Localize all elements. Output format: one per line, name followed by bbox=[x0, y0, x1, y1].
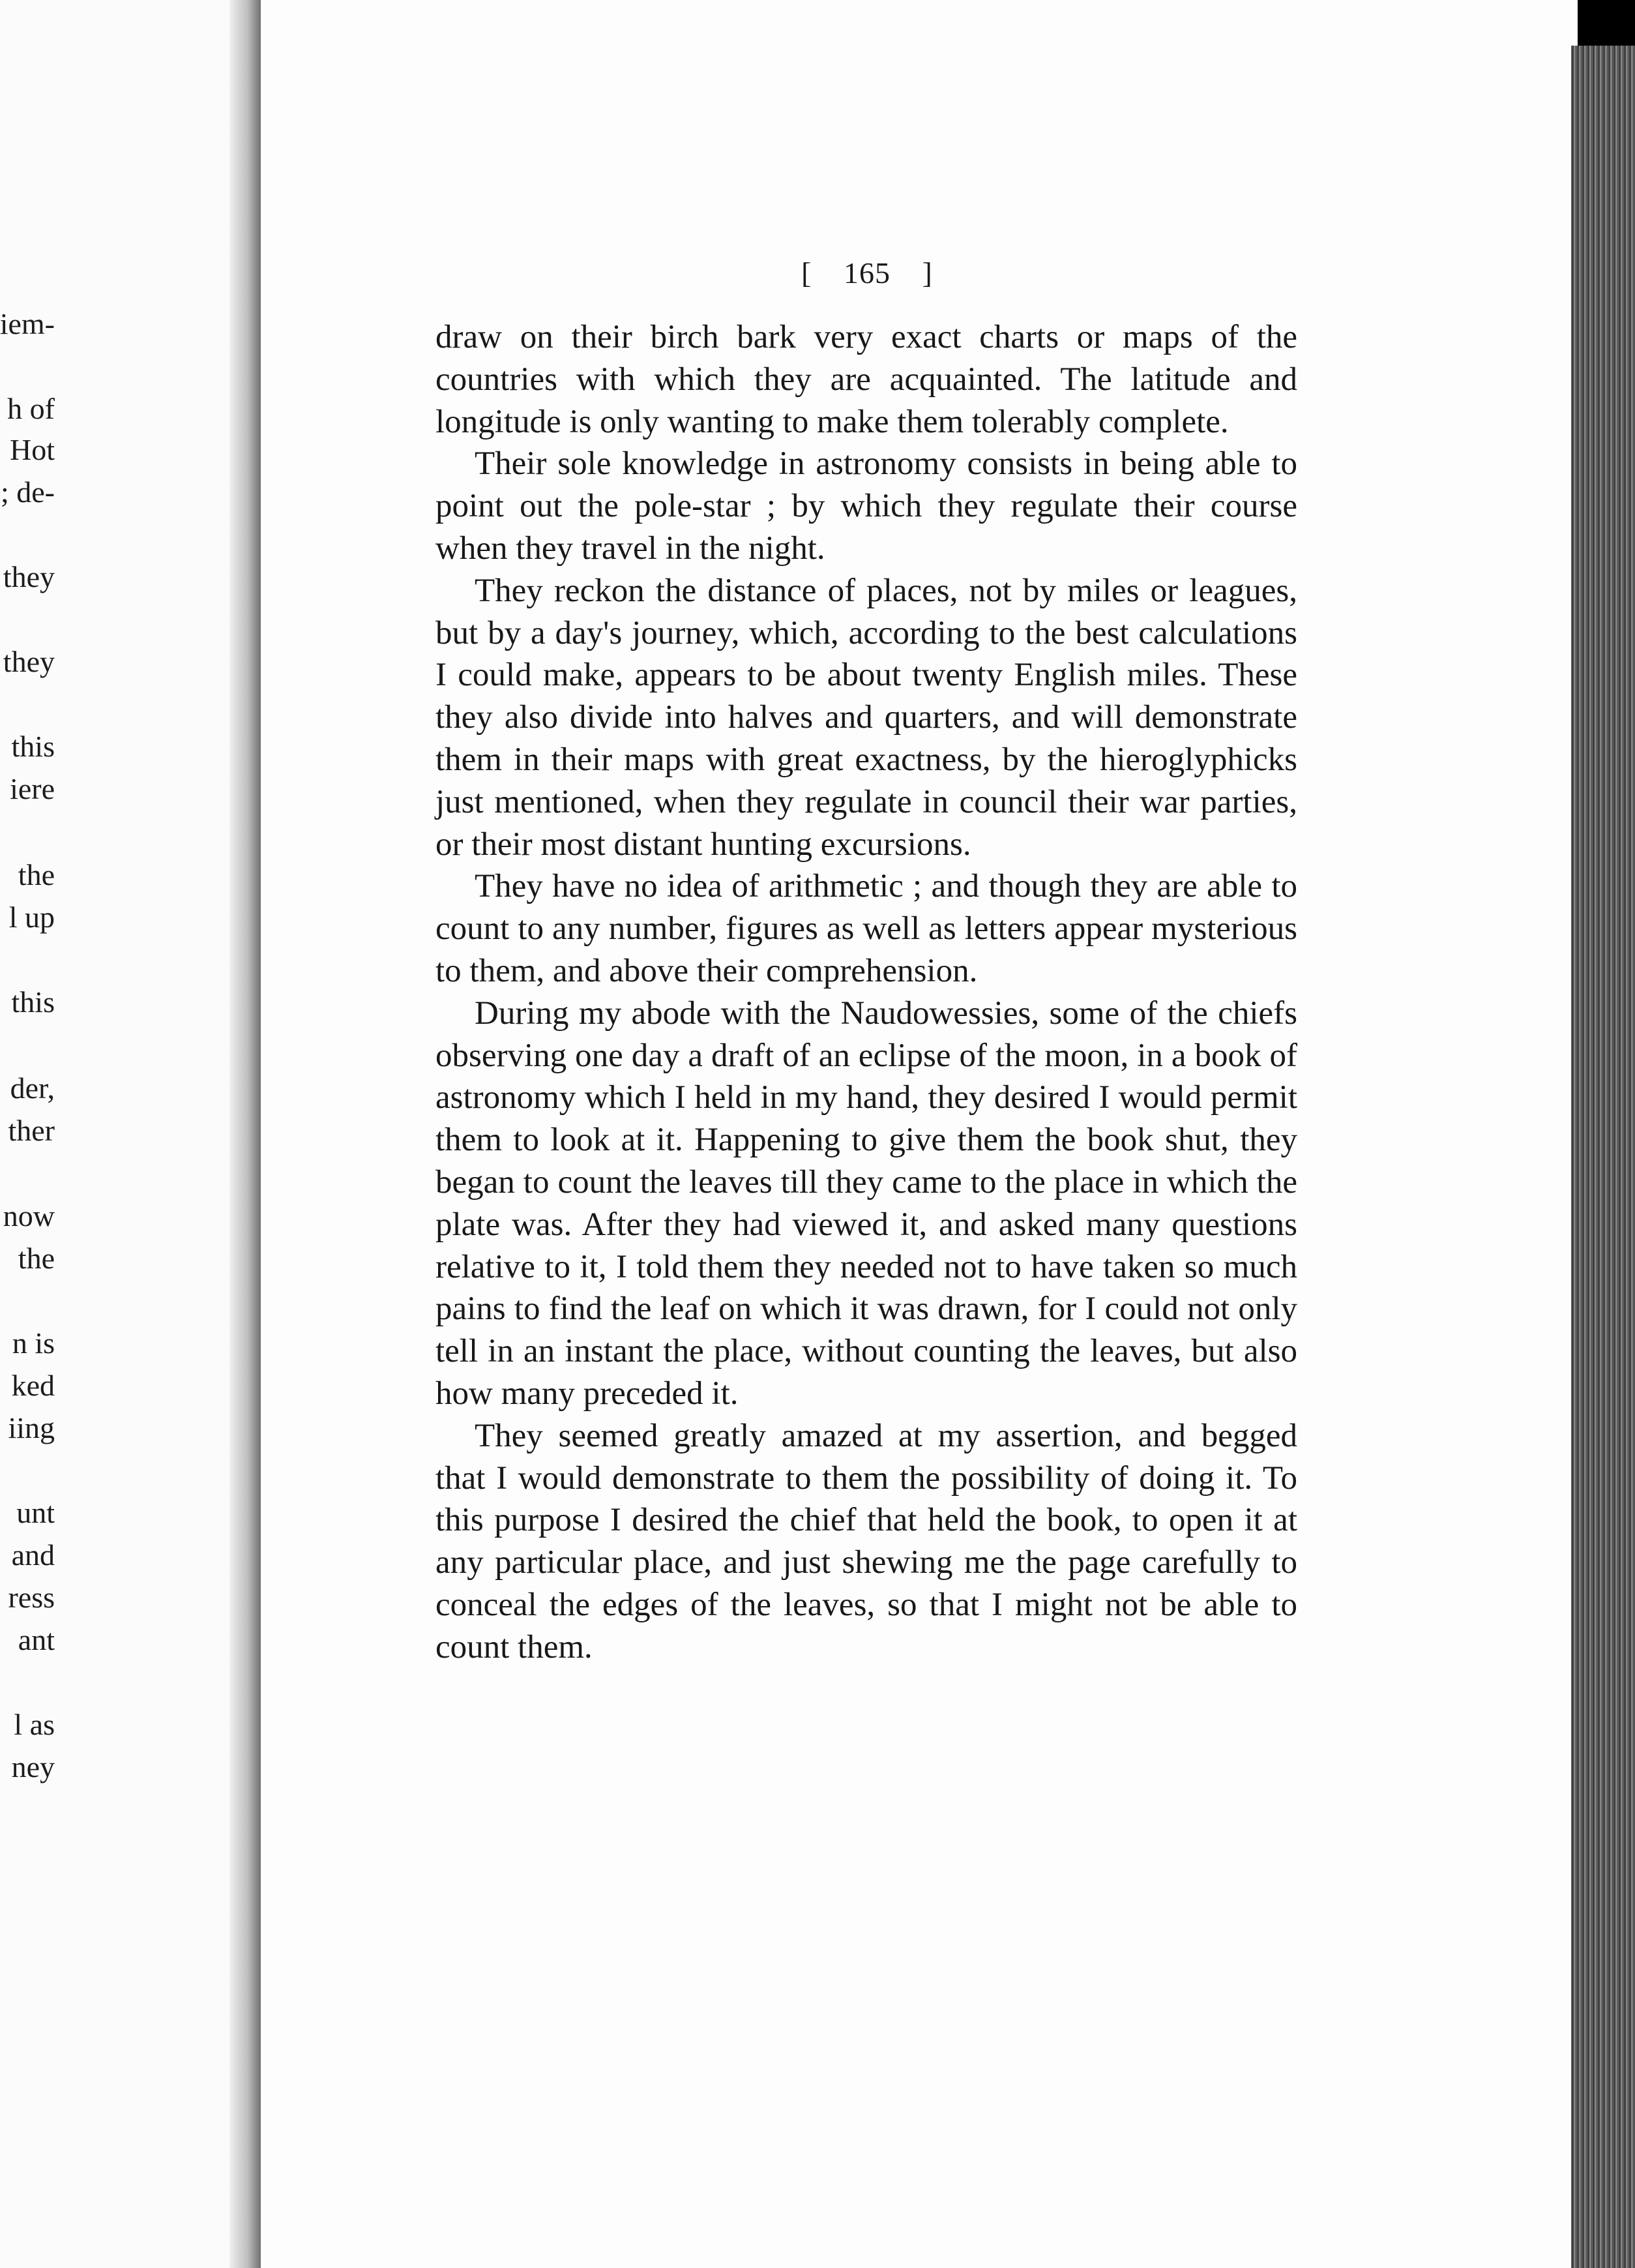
left-fragment: h of bbox=[7, 392, 55, 425]
page-number-header bbox=[769, 256, 965, 290]
page-edges bbox=[1571, 46, 1635, 2268]
left-fragment: ; de- bbox=[0, 475, 55, 509]
page-number: 165 bbox=[844, 256, 891, 290]
paragraph: Their sole knowledge in astronomy consists in being able to point out the pole-star ; by which they regulate their course when they travel in the night. bbox=[435, 445, 1297, 567]
left-fragment: they bbox=[3, 560, 55, 593]
left-fragment: this bbox=[11, 985, 55, 1019]
left-page-text-fragments bbox=[0, 0, 55, 2268]
paragraph: draw on their birch bark very exact charts or maps of the countries with which they are acquainted. The latitude and longitude is only wanting to make them tolerably complete. bbox=[435, 319, 1297, 440]
folio-right-bracket: ] bbox=[922, 256, 933, 290]
left-fragment: ked bbox=[11, 1369, 55, 1402]
left-fragment: unt bbox=[16, 1496, 55, 1529]
paragraph: They reckon the distance of places, not by miles or leagues, but by a day's journey, which, according to the best calculations I could make, appears to be about twenty English miles. These they also divide into halves and quarters, and will demonstrate them in their maps with great exactness, by the hieroglyphicks just mentioned, when they regulate in council their war parties, or their most distant hunting excursions. bbox=[435, 572, 1297, 863]
folio-left-bracket: [ bbox=[801, 256, 812, 290]
left-fragment: this bbox=[11, 730, 55, 763]
paragraph: They have no idea of arithmetic ; and though they are able to count to any number, figures as well as letters appear mysterious to them, and above their comprehension. bbox=[435, 868, 1297, 989]
left-page bbox=[0, 0, 243, 2268]
left-fragment: l up bbox=[8, 901, 55, 934]
left-fragment: ant bbox=[18, 1623, 55, 1656]
left-fragment: n is bbox=[12, 1326, 55, 1360]
left-fragment: iere bbox=[10, 772, 55, 805]
left-fragment: Hot bbox=[10, 433, 55, 466]
body-text bbox=[435, 316, 1297, 1669]
left-fragment: l as bbox=[14, 1708, 55, 1741]
left-fragment: ther bbox=[8, 1114, 55, 1147]
left-fragment: der, bbox=[10, 1071, 55, 1105]
left-fragment: iing bbox=[8, 1411, 55, 1444]
left-fragment: they bbox=[3, 645, 55, 678]
left-fragment: iem- bbox=[0, 307, 55, 340]
left-fragment: the bbox=[18, 1242, 55, 1275]
left-fragment: ress bbox=[8, 1581, 55, 1614]
paragraph: During my abode with the Naudowessies, some of the chiefs observing one day a draft of an eclipse of the moon, in a book of astronomy which I held in my hand, they desired I would permit them to look at it. Happening to give them the book shut, they began to count the leaves till they came to the place in which the plate was. After they had viewed it, and asked many questions relative to it, I told them they needed not to have taken so much pains to find the leaf on which it was drawn, for I could not only tell in an instant the place, without counting the leaves, but also how many preceded it. bbox=[435, 994, 1297, 1412]
left-fragment: now bbox=[3, 1199, 55, 1232]
left-fragment: and bbox=[11, 1538, 55, 1572]
left-fragment: ney bbox=[11, 1750, 55, 1783]
left-fragment: the bbox=[18, 858, 55, 891]
paragraph: They seemed greatly amazed at my assertion, and begged that I would demonstrate to them the possibility of doing it. To this purpose I desired the chief that held the book, to open it at any particular place, and just shewing me the page carefully to conceal the edges of the leaves, so that I might not be able to count them. bbox=[435, 1417, 1297, 1665]
